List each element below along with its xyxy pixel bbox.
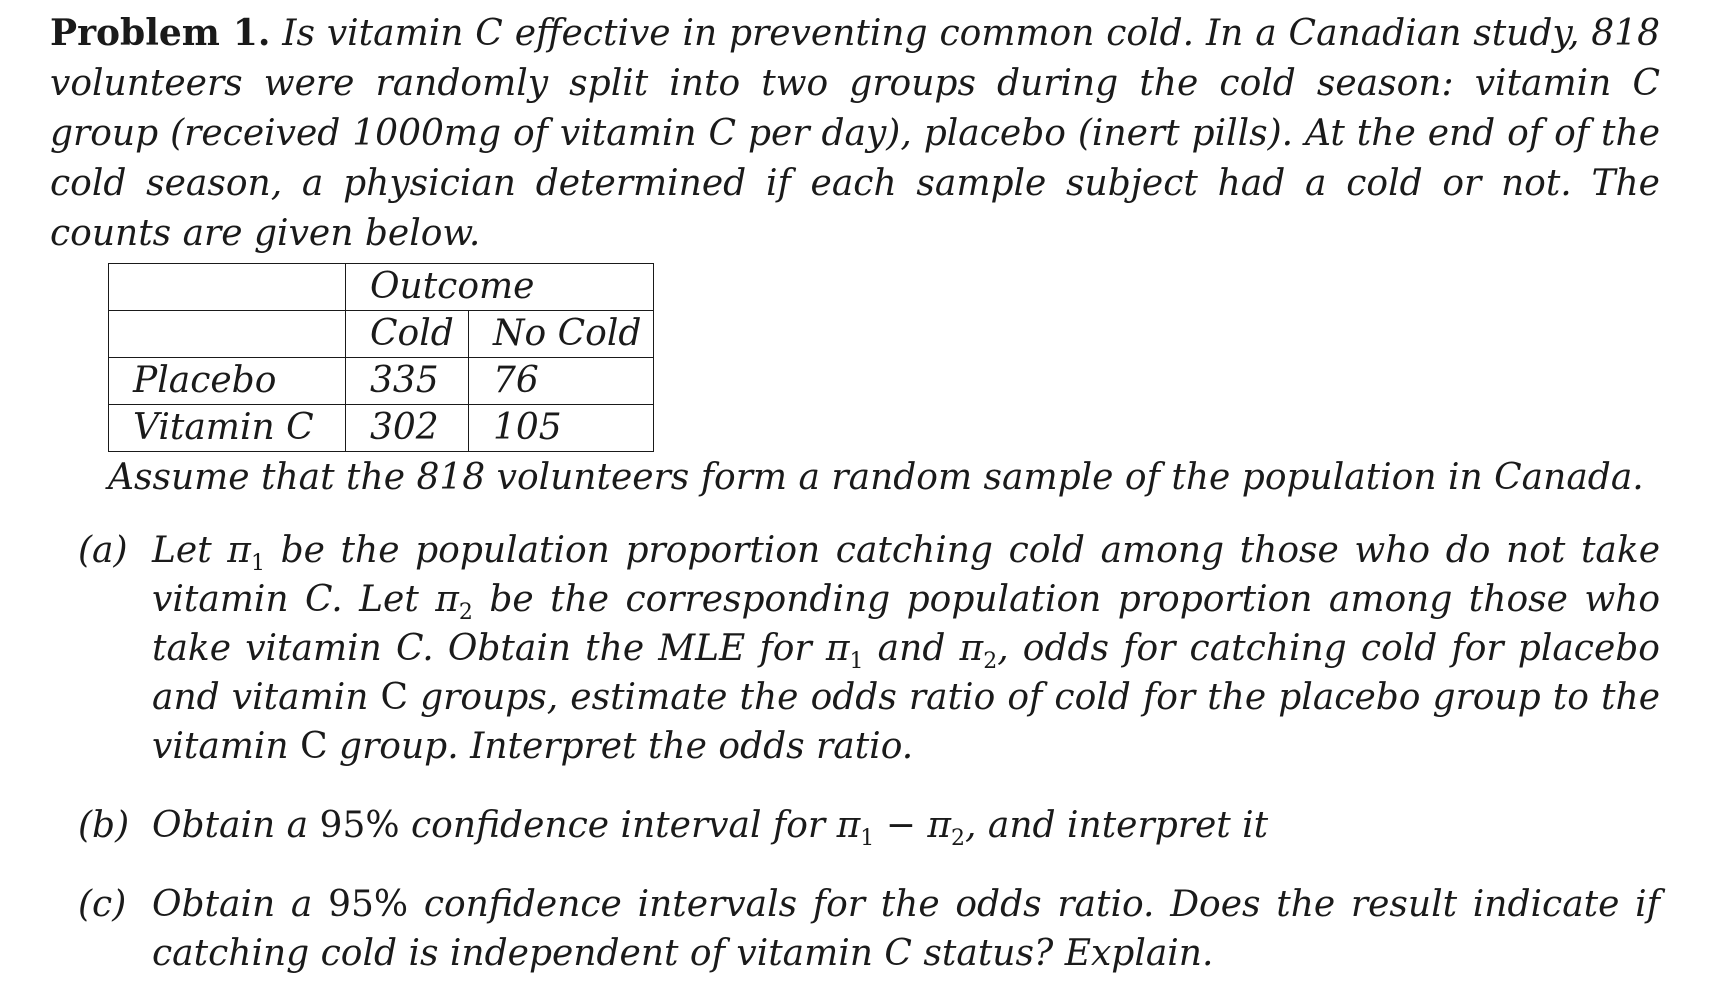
part-c xyxy=(50,880,1660,978)
pi-symbol: π xyxy=(825,628,850,669)
part-a-text: Let xyxy=(152,530,228,571)
problem-intro xyxy=(50,8,1660,259)
part-a-text: and xyxy=(863,628,960,669)
column-header-no-cold: No Cold xyxy=(469,311,654,358)
subscript: 1 xyxy=(849,649,864,675)
pi-symbol: π xyxy=(227,530,251,571)
part-a-text: group. Interpret the odds ratio. xyxy=(327,726,914,767)
pi-symbol: π xyxy=(435,579,459,620)
upright-c: C xyxy=(300,726,328,767)
table-row xyxy=(109,405,654,452)
part-b-label: (b) xyxy=(78,805,130,846)
pi-symbol: π xyxy=(959,628,984,669)
part-a-text: be the corresponding population proportion among those who take vitamin C. Obtain the MLE for xyxy=(152,579,1660,669)
part-b-text: confidence interval for xyxy=(399,805,837,846)
part-c-label: (c) xyxy=(78,884,127,925)
pi-symbol: π xyxy=(927,805,951,846)
part-b-text: , and interpret it xyxy=(964,805,1269,846)
part-a-label: (a) xyxy=(78,530,128,571)
subscript: 2 xyxy=(950,826,965,852)
table-header-row xyxy=(109,264,654,311)
table-subheader-row xyxy=(109,311,654,358)
cell-vitamin-c-no-cold: 105 xyxy=(469,405,654,452)
cell-placebo-cold: 335 xyxy=(346,358,469,405)
row-label-vitamin-c: Vitamin C xyxy=(109,405,346,452)
cell-vitamin-c-cold: 302 xyxy=(346,405,469,452)
column-header-cold: Cold xyxy=(346,311,469,358)
part-c-text: confidence intervals for the odds ratio. Does the result indicate if catching cold is independent of vitamin C status? Explain. xyxy=(152,884,1660,974)
percent-value: 95% xyxy=(319,805,400,846)
table-corner-cell xyxy=(109,311,346,358)
part-b xyxy=(50,801,1660,850)
minus-sign: − xyxy=(874,805,928,846)
part-a-text: , odds for catching cold for placebo and vitamin xyxy=(152,628,1660,718)
problem-intro-text: Is vitamin C effective in preventing common cold. In a Canadian study, 818 volunteers were randomly split into two groups during the cold season: vitamin C group (received 1000mg of vitamin C per day), placebo (inert pills). At the end of of the cold season, a physician determined if each sample subject had a cold or not. The counts are given below. xyxy=(50,13,1660,254)
subscript: 1 xyxy=(860,826,875,852)
problem-heading: Problem 1. xyxy=(50,12,271,54)
subscript: 2 xyxy=(983,649,998,675)
counts-table xyxy=(108,263,654,452)
part-c-text: Obtain a xyxy=(152,884,329,925)
part-a-text: be the population proportion catching cold among those who do not take vitamin C. Let xyxy=(152,530,1661,620)
problem-page xyxy=(50,8,1660,1008)
problem-parts xyxy=(50,526,1660,978)
subscript: 1 xyxy=(250,551,265,577)
part-a-text: groups, estimate the odds ratio of cold for the placebo group to the vitamin xyxy=(152,677,1660,767)
percent-value: 95% xyxy=(328,884,409,925)
outcome-header: Outcome xyxy=(346,264,654,311)
part-b-text: Obtain a xyxy=(152,805,320,846)
pi-symbol: π xyxy=(836,805,861,846)
row-label-placebo: Placebo xyxy=(109,358,346,405)
cell-placebo-no-cold: 76 xyxy=(469,358,654,405)
assumption-text: Assume that the 818 volunteers form a random sample of the population in Canada. xyxy=(108,457,1644,498)
upright-c: C xyxy=(380,677,409,718)
table-row xyxy=(109,358,654,405)
part-a xyxy=(50,526,1660,771)
table-corner-cell xyxy=(109,264,346,311)
subscript: 2 xyxy=(458,600,473,626)
